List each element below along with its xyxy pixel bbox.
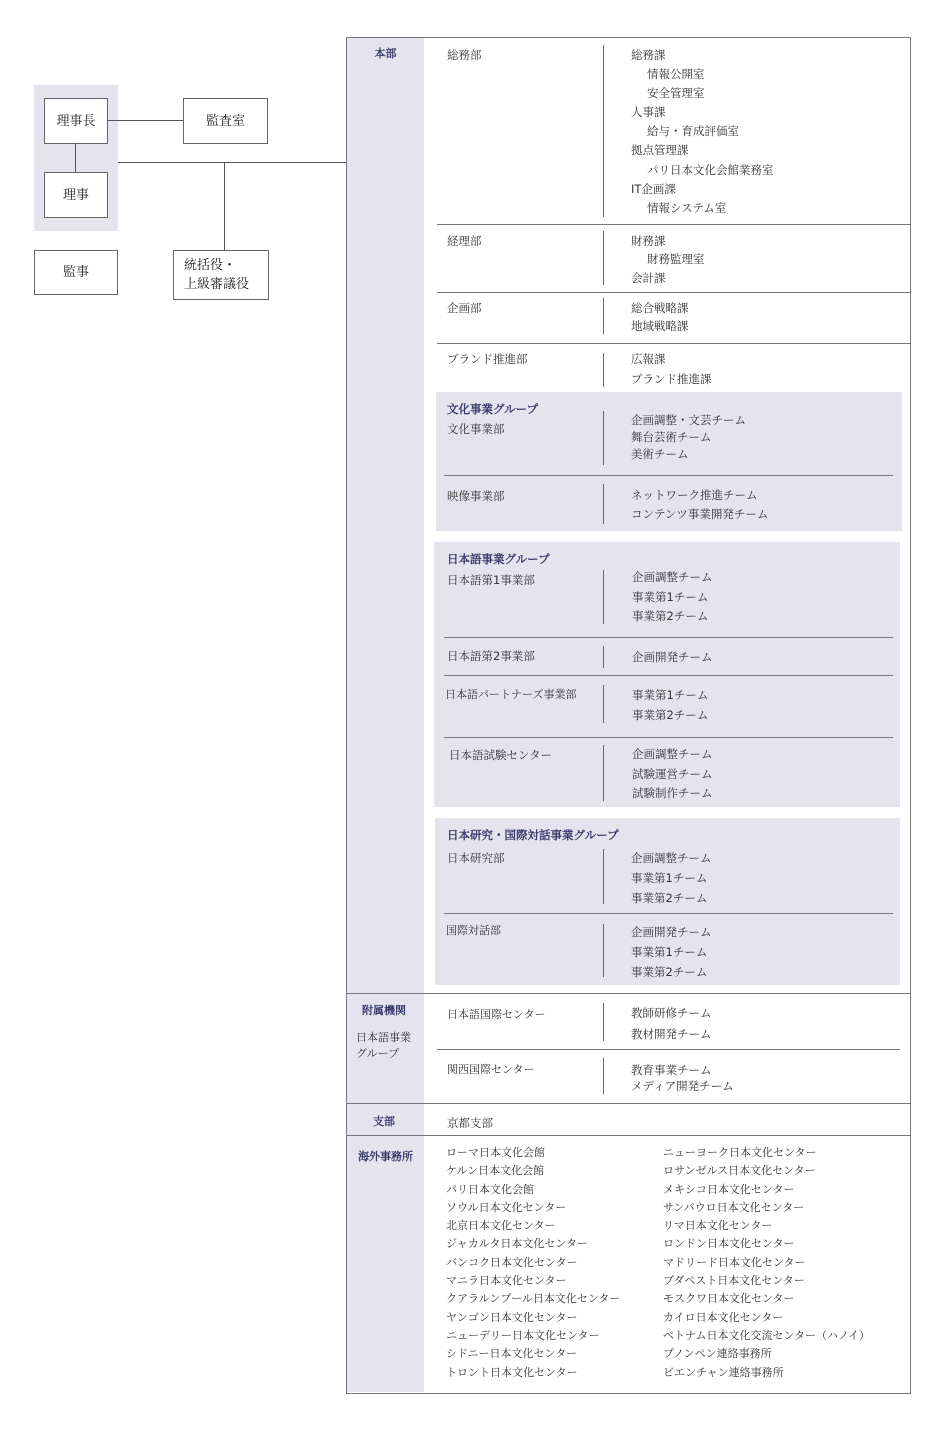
overseas-office: プノンペン連絡事務所 <box>663 1347 772 1361</box>
dept-separator <box>603 849 604 904</box>
overseas-office: カイロ日本文化センター <box>663 1310 784 1324</box>
unit-list <box>632 685 708 725</box>
dept-separator <box>603 411 604 465</box>
chairman-label: 理事長 <box>56 113 96 129</box>
unit-item: パリ日本文化会館業務室 <box>647 162 774 177</box>
connector-line <box>75 143 76 172</box>
overseas-office: メキシコ日本文化センター <box>663 1182 795 1196</box>
overseas-office: ニューデリー日本文化センター <box>446 1328 600 1342</box>
unit-item: 事業第1チーム <box>631 871 708 885</box>
auditor-label: 監事 <box>62 265 89 280</box>
overseas-office: ニューヨーク日本文化センター <box>663 1146 817 1159</box>
unit-item: 美術チーム <box>631 447 689 461</box>
senior-counselor-line: 統括役・ <box>184 258 237 273</box>
dept-soumu: 総務部 <box>447 48 482 62</box>
unit-item: 会計課 <box>631 270 666 285</box>
section-sublabel-line: 日本語事業 <box>356 1031 411 1044</box>
unit-item: 拠点管理課 <box>631 143 689 158</box>
unit-item: ネットワーク推進チーム <box>631 488 758 502</box>
connector-line <box>224 162 225 250</box>
group-title: 日本研究・国際対話事業グループ <box>447 828 619 842</box>
unit-item: メディア開発チーム <box>631 1079 734 1093</box>
section-sublabel <box>356 1030 411 1062</box>
row-divider <box>437 343 910 344</box>
unit-item: 企画開発チーム <box>632 650 713 664</box>
dept-brand: ブランド推進部 <box>447 352 528 366</box>
dept-separator <box>603 484 604 524</box>
audit-office-box <box>183 98 268 144</box>
section-label-affiliated: 附属機関 <box>362 1004 406 1017</box>
section-divider <box>347 1103 910 1104</box>
overseas-office: ヤンゴン日本文化センター <box>446 1310 578 1324</box>
dept-separator <box>603 745 604 801</box>
unit-item: 事業第1チーム <box>632 589 709 604</box>
section-sublabel-line: グループ <box>356 1047 400 1060</box>
overseas-office: ロサンゼルス日本文化センター <box>663 1164 816 1178</box>
unit-item: 事業第1チーム <box>631 945 708 959</box>
overseas-office: マドリード日本文化センター <box>663 1255 806 1269</box>
row-divider <box>444 913 893 914</box>
overseas-office: ケルン日本文化会館 <box>446 1164 545 1178</box>
unit-list <box>631 46 774 218</box>
dept-name: 文化事業部 <box>447 422 505 436</box>
dept-separator <box>603 570 604 624</box>
branch-kyoto: 京都支部 <box>447 1116 493 1130</box>
overseas-office: ソウル日本文化センター <box>446 1200 567 1214</box>
unit-item: 事業第2チーム <box>631 965 708 979</box>
unit-list <box>631 1003 712 1045</box>
unit-item: 教育事業チーム <box>631 1063 712 1077</box>
dept-separator <box>603 353 604 387</box>
row-divider <box>437 292 910 293</box>
unit-item: IT企画課 <box>631 181 676 196</box>
unit-item: 情報システム室 <box>647 200 727 215</box>
overseas-office: トロント日本文化センター <box>446 1365 578 1379</box>
overseas-office: サンパウロ日本文化センター <box>663 1200 805 1214</box>
row-divider <box>444 675 893 676</box>
unit-item: 人事課 <box>631 105 666 120</box>
overseas-office: ジャカルタ日本文化センター <box>446 1237 588 1251</box>
unit-list <box>631 1062 734 1094</box>
unit-item: 財務監理室 <box>647 252 705 267</box>
unit-item: 舞台芸術チーム <box>631 430 712 444</box>
director-label: 理事 <box>62 187 89 203</box>
dept-separator <box>603 1058 604 1094</box>
section-divider <box>347 993 910 994</box>
unit-list <box>631 848 712 908</box>
unit-item: 企画調整チーム <box>632 747 713 761</box>
overseas-list-left <box>446 1144 620 1382</box>
dept-keiri: 経理部 <box>447 234 482 248</box>
overseas-office: クアラルンプール日本文化センター <box>446 1292 621 1306</box>
row-divider <box>444 637 893 638</box>
dept-separator <box>603 924 604 977</box>
unit-list <box>631 232 705 287</box>
unit-item: 事業第2チーム <box>631 891 708 905</box>
unit-list <box>632 745 713 804</box>
dept-separator <box>603 231 604 285</box>
dept-separator <box>603 685 604 723</box>
overseas-list-right <box>663 1144 870 1382</box>
overseas-office: ロンドン日本文化センター <box>663 1237 795 1251</box>
unit-list <box>631 412 746 463</box>
dept-name: 日本語パートナーズ事業部 <box>445 688 577 701</box>
audit-office-label: 監査室 <box>205 113 245 129</box>
dept-separator <box>603 298 604 334</box>
dept-separator <box>603 646 604 668</box>
unit-item: 企画開発チーム <box>631 925 712 939</box>
dept-name: 日本語国際センター <box>447 1008 546 1021</box>
overseas-office: モスクワ日本文化センター <box>663 1292 795 1306</box>
overseas-office: シドニー日本文化センター <box>446 1347 578 1361</box>
unit-list <box>632 568 713 627</box>
unit-item: 地域戦略課 <box>631 319 689 334</box>
unit-item: 教材開発チーム <box>631 1027 712 1041</box>
unit-list <box>631 486 768 524</box>
overseas-office: 北京日本文化センター <box>446 1219 556 1233</box>
row-divider <box>444 475 893 476</box>
section-label-honbu: 本部 <box>374 47 397 60</box>
section-label-branch: 支部 <box>373 1115 395 1128</box>
unit-item: 事業第2チーム <box>632 708 709 722</box>
director-box <box>44 172 108 218</box>
dept-name: 国際対話部 <box>446 924 501 937</box>
unit-item: 企画調整チーム <box>631 851 712 865</box>
row-divider <box>437 224 910 225</box>
dept-name: 日本語第2事業部 <box>447 649 535 663</box>
dept-name: 関西国際センター <box>447 1063 535 1076</box>
senior-counselor-line: 上級審議役 <box>184 277 250 292</box>
unit-item: 情報公開室 <box>647 67 705 82</box>
overseas-office: ベトナム日本文化交流センター（ハノイ） <box>663 1328 871 1342</box>
unit-item: 広報課 <box>631 352 666 366</box>
unit-item: 企画調整チーム <box>632 570 713 584</box>
overseas-office: バンコク日本文化センター <box>446 1255 578 1269</box>
unit-list <box>631 299 689 336</box>
unit-item: 財務課 <box>631 234 666 248</box>
overseas-office: リマ日本文化センター <box>663 1219 773 1233</box>
dept-name: 日本語試験センター <box>449 748 553 762</box>
unit-item: 教師研修チーム <box>631 1006 712 1020</box>
unit-item: コンテンツ事業開発チーム <box>631 507 769 521</box>
group-title: 日本語事業グループ <box>447 552 550 566</box>
unit-item: 試験制作チーム <box>632 786 713 800</box>
senior-counselor-box <box>173 250 269 300</box>
dept-name: 日本研究部 <box>447 851 505 865</box>
auditor-box <box>34 250 118 295</box>
overseas-office: ビエンチャン連絡事務所 <box>663 1365 784 1379</box>
overseas-office: パリ日本文化会館 <box>446 1182 534 1196</box>
unit-list <box>631 922 712 982</box>
unit-item: 給与・育成評価室 <box>647 124 739 139</box>
connector-line <box>118 162 346 163</box>
section-label-overseas: 海外事務所 <box>358 1150 413 1163</box>
unit-item: 企画調整・文芸チーム <box>631 413 746 427</box>
overseas-office: ブダペスト日本文化センター <box>663 1274 805 1288</box>
unit-item: 総合戦略課 <box>631 301 689 315</box>
section-divider <box>347 1135 910 1136</box>
overseas-office: ローマ日本文化会館 <box>446 1146 545 1159</box>
unit-item: 試験運営チーム <box>632 766 713 781</box>
unit-list <box>632 648 713 666</box>
row-divider <box>437 1049 900 1050</box>
unit-list <box>631 349 712 389</box>
group-title: 文化事業グループ <box>447 402 539 416</box>
row-divider <box>444 737 893 738</box>
unit-item: 事業第2チーム <box>632 609 709 623</box>
dept-name: 日本語第1事業部 <box>447 573 535 587</box>
overseas-office: マニラ日本文化センター <box>446 1274 567 1288</box>
unit-item: 事業第1チーム <box>632 688 709 702</box>
unit-item: 総務課 <box>631 48 666 62</box>
chairman-box <box>44 98 108 144</box>
unit-item: ブランド推進課 <box>631 372 712 386</box>
connector-line <box>107 120 183 121</box>
dept-separator <box>603 45 604 217</box>
dept-name: 映像事業部 <box>447 489 505 503</box>
dept-kikaku: 企画部 <box>447 301 482 315</box>
unit-item: 安全管理室 <box>647 86 705 101</box>
dept-separator <box>603 1003 604 1041</box>
